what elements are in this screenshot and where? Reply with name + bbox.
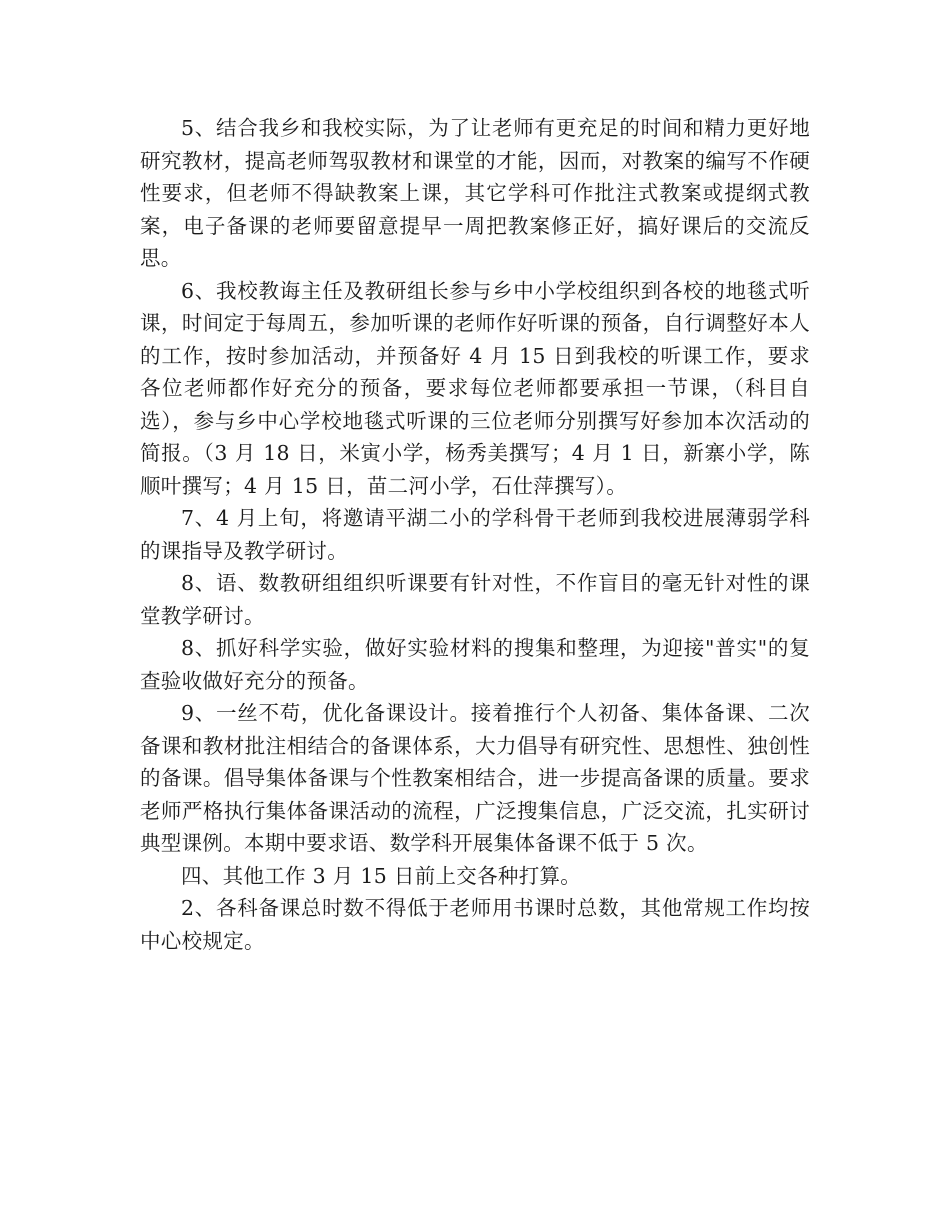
paragraph-item-8b: 8、抓好科学实验，做好实验材料的搜集和整理，为迎接"普实"的复查验收做好充分的预备。	[140, 636, 810, 693]
paragraph-item-8a: 8、语、数教研组组织听课要有针对性，不作盲目的毫无针对性的课堂教学研讨。	[140, 571, 810, 628]
paragraph-item-7: 7、4 月上旬，将邀请平湖二小的学科骨干老师到我校进展薄弱学科的课指导及教学研讨。	[140, 506, 810, 563]
paragraph-item-5: 5、结合我乡和我校实际，为了让老师有更充足的时间和精力更好地研究教材，提高老师驾驭教材和课堂的才能，因而，对教案的编写不作硬性要求，但老师不得缺教案上课，其它学科可作批注式教案或提纲式教案，电子备课的老师要留意提早一周把教案修正好，搞好课后的交流反思。	[140, 116, 810, 270]
paragraph-item-9: 9、一丝不苟，优化备课设计。接着推行个人初备、集体备课、二次备课和教材批注相结合的备课体系，大力倡导有研究性、思想性、独创性的备课。倡导集体备课与个性教案相结合，进一步提高备课的质量。要求老师严格执行集体备课活动的流程，广泛搜集信息，广泛交流，扎实研讨典型课例。本期中要求语、数学科开展集体备课不低于 5 次。	[140, 701, 810, 855]
paragraph-item-2: 2、各科备课总时数不得低于老师用书课时总数，其他常规工作均按中心校规定。	[140, 896, 810, 953]
paragraph-item-6: 6、我校教诲主任及教研组长参与乡中小学校组织到各校的地毯式听课，时间定于每周五，参加听课的老师作好听课的预备，自行调整好本人的工作，按时参加活动，并预备好 4 月 15 日到我校的听课工作，要求各位老师都作好充分的预备，要求每位老师都要承担一节课，（科目自选），参与乡中心学校地毯式听课的三位老师分别撰写好参加本次活动的简报。（3 月 18 日，米寅小学，杨秀美撰写；4 月 1 日，新寨小学，陈顺叶撰写；4 月 15 日，苗二河小学，石仕萍撰写）。	[140, 278, 810, 498]
document-body	[140, 112, 810, 957]
section-heading-other-work: 四、其他工作 3 月 15 日前上交各种打算。	[181, 863, 582, 888]
